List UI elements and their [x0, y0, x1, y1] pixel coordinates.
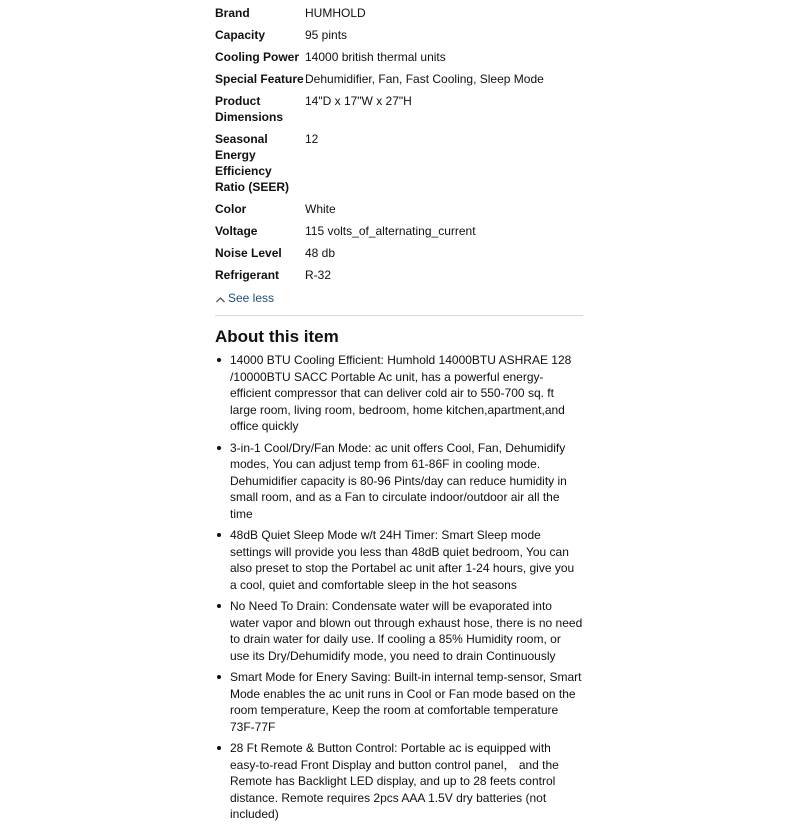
spec-label: Color [215, 202, 247, 216]
spec-value: 14"D x 17"W x 27"H [305, 94, 412, 108]
spec-row-noise-level [215, 245, 583, 267]
feature-bullet [215, 527, 583, 593]
spec-value: HUMHOLD [305, 6, 366, 20]
see-less-link[interactable] [215, 290, 583, 306]
spec-value: Dehumidifier, Fan, Fast Cooling, Sleep Mode [305, 72, 544, 86]
spec-label: Voltage [215, 224, 258, 238]
spec-label: Refrigerant [215, 268, 280, 282]
feature-bullet-text: 14000 BTU Cooling Efficient: Humhold 14000BTU ASHRAE 128 /10000BTU SACC Portable Ac unit, has a powerful energy-efficient compressor that can deliver cold air to 550-700 sq. ft large room, living room, bedroom, home kitchen,apartment,and office quickly [230, 353, 572, 433]
about-this-item-heading: About this item [215, 327, 339, 346]
spec-label: Brand [215, 6, 250, 20]
see-less-label: See less [228, 291, 275, 305]
spec-label: Seasonal Energy Efficiency Ratio (SEER) [215, 132, 290, 194]
spec-row-cooling-power [215, 49, 583, 71]
feature-bullet-text: 3-in-1 Cool/Dry/Fan Mode: ac unit offers Cool, Fan, Dehumidify modes, You can adjust temp from 61-86F in cooling mode. Dehumidifier capacity is 80-96 Pints/day can reduce humidity in small room, and as a Fan to circulate indoor/outdoor air all the time [230, 440, 567, 521]
bullet-dot [217, 533, 221, 537]
bullet-dot [217, 358, 221, 362]
feature-bullet [215, 669, 583, 735]
spec-value: 12 [305, 132, 319, 146]
bullet-dot [217, 675, 221, 679]
spec-value: 14000 british thermal units [305, 50, 446, 64]
section-divider [215, 315, 583, 316]
product-details-section [215, 5, 583, 828]
spec-label: Noise Level [215, 246, 282, 260]
spec-row-seer [215, 131, 583, 201]
spec-row-voltage [215, 223, 583, 245]
feature-bullet-list [215, 352, 583, 823]
bullet-dot [217, 604, 221, 608]
bullet-dot [217, 446, 221, 450]
bullet-dot [217, 746, 221, 750]
spec-label: Special Feature [215, 72, 304, 86]
spec-value: 115 volts_of_alternating_current [305, 224, 476, 238]
spec-value: R-32 [305, 268, 332, 282]
feature-bullet [215, 352, 583, 435]
feature-bullet-text: 48dB Quiet Sleep Mode w/t 24H Timer: Smart Sleep mode settings will provide you less than 48dB quiet bedroom, You can also preset to stop the Portabel ac unit after 1-24 hours, give you a cool, quiet and comfortable sleep in the hot seasons [230, 528, 575, 592]
feature-bullet-text: 28 Ft Remote & Button Control: Portable ac is equipped with easy-to-read Front Display and button control panel， and the Remote has Backlight LED display, and up to 28 feets control distance. Remote requires 2pcs AAA 1.5V dry batteries (not included) [230, 741, 559, 821]
spec-label: Cooling Power [215, 50, 299, 64]
spec-value: White [305, 202, 336, 216]
spec-label: Product Dimensions [215, 94, 284, 124]
spec-value: 48 db [305, 246, 336, 260]
spec-row-capacity [215, 27, 583, 49]
spec-value: 95 pints [305, 28, 348, 42]
spec-table [215, 5, 583, 289]
spec-row-brand [215, 5, 583, 27]
feature-bullet [215, 740, 583, 823]
spec-row-color [215, 201, 583, 223]
feature-bullet-text: Smart Mode for Enery Saving: Built-in internal temp-sensor, Smart Mode enables the ac unit runs in Cool or Fan mode based on the room temperature, Keep the room at comfortable temperature 73F-77F [230, 670, 582, 734]
feature-bullet [215, 440, 583, 523]
chevron-up-icon [215, 293, 226, 303]
feature-bullet [215, 598, 583, 664]
spec-row-special-feature [215, 71, 583, 93]
feature-bullet-text: No Need To Drain: Condensate water will be evaporated into water vapor and blown out through exhaust hose, there is no need to drain water for daily use. If cooling a 85% Humidity room, or use its Dry/Dehumidify mode, you need to drain Continuously [230, 599, 583, 663]
spec-row-product-dimensions [215, 93, 583, 131]
spec-label: Capacity [215, 28, 266, 42]
spec-row-refrigerant [215, 267, 583, 289]
